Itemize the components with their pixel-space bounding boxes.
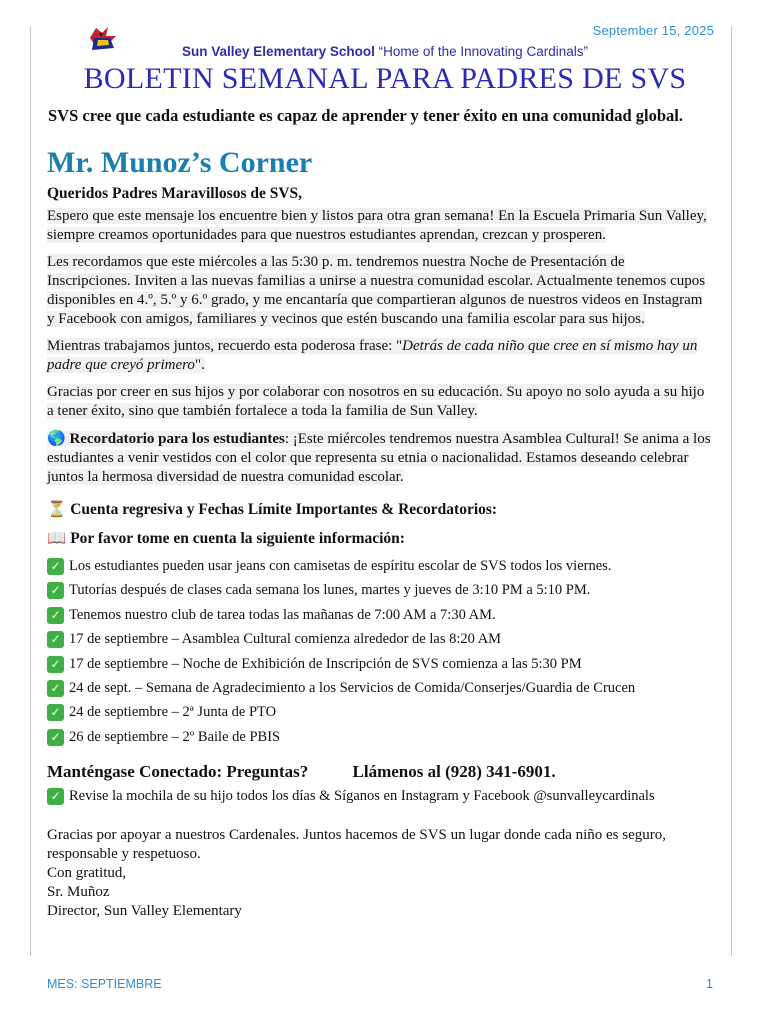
- quote-text: Detrás de cada niño que cree en sí mismo hay un padre que creyó primero: [47, 338, 698, 373]
- hourglass-icon: ⏳: [47, 500, 67, 518]
- paragraph-thanks-text: Gracias por creer en sus hijos y por colaborar con nosotros en su educación. Su apoyo no solo ayuda a su hijo a tener éxito, sino que también fortalece a toda la familia de Sun Valley.: [47, 384, 705, 419]
- greeting: Queridos Padres Maravillosos de SVS,: [47, 185, 303, 202]
- list-item: [47, 606, 712, 625]
- paragraph-reminder: [47, 429, 712, 487]
- list-item-text: 17 de septiembre – Asamblea Cultural comienza alrededor de las 8:20 AM: [69, 631, 502, 648]
- closing-block: [47, 826, 712, 921]
- contact-label: Manténgase Conectado: Preguntas?: [47, 761, 309, 781]
- list-item: [47, 728, 712, 747]
- check-icon: ✓: [47, 680, 64, 697]
- signature-title: Director, Sun Valley Elementary: [47, 902, 242, 919]
- list-item-text: Los estudiantes pueden usar jeans con camisetas de espíritu escolar de SVS todos los viernes.: [69, 558, 612, 574]
- school-header-line: [0, 44, 770, 59]
- list-item: [47, 557, 712, 576]
- newsletter-date: September 15, 2025: [592, 23, 714, 38]
- social-reminder: [47, 787, 712, 806]
- list-item: [47, 655, 712, 674]
- info-subheading-text: Por favor tome en cuenta la siguiente información:: [70, 530, 405, 547]
- list-item-text: 17 de septiembre – Noche de Exhibición de Inscripción de SVS comienza a las 5:30 PM: [69, 655, 582, 672]
- paragraph-quote: [47, 337, 712, 375]
- signature-name: Sr. Muñoz: [47, 883, 110, 900]
- closing-thanks: Gracias por apoyar a nuestros Cardenales. Juntos hacemos de SVS un lugar donde cada niño es seguro, responsable y respetuoso.: [47, 826, 666, 862]
- list-item-text: Tenemos nuestro club de tarea todas las mañanas de 7:00 AM a 7:30 AM.: [69, 606, 496, 623]
- quote-prefix: Mientras trabajamos juntos, recuerdo esta poderosa frase: ": [47, 338, 403, 354]
- paragraph-intro: [47, 207, 712, 245]
- reminder-label: Recordatorio para los estudiantes: [69, 431, 285, 447]
- mission-statement: SVS cree que cada estudiante es capaz de aprender y tener éxito en una comunidad global.: [48, 106, 683, 125]
- check-icon: ✓: [47, 631, 64, 648]
- paragraph-enrollment: [47, 253, 712, 329]
- check-icon: ✓: [47, 704, 64, 721]
- footer-month: MES: SEPTIEMBRE: [47, 977, 162, 991]
- social-reminder-text: Revise la mochila de su hijo todos los días & Síganos en Instagram y Facebook @sunvalleycardinals: [69, 787, 655, 804]
- left-margin-line: [30, 26, 31, 956]
- corner-title: Mr. Munoz’s Corner: [47, 146, 313, 179]
- list-item: [47, 630, 712, 649]
- newsletter-title: BOLETIN SEMANAL PARA PADRES DE SVS: [83, 62, 687, 95]
- reminder-list: [47, 557, 712, 747]
- globe-icon: 🌎: [47, 429, 66, 447]
- open-book-icon: 📖: [47, 529, 67, 547]
- check-icon: ✓: [47, 607, 64, 624]
- check-icon: ✓: [47, 788, 64, 805]
- school-name: Sun Valley Elementary School: [182, 44, 375, 59]
- list-item-text: 24 de septiembre – 2ª Junta de PTO: [69, 704, 277, 721]
- contact-line: [47, 761, 712, 783]
- closing-salutation: Con gratitud,: [47, 864, 127, 881]
- list-item-text: 26 de septiembre – 2º Baile de PBIS: [69, 728, 281, 745]
- reminder-text: : ¡Este miércoles tendremos nuestra Asamblea Cultural! Se anima a los estudiantes a venir vestidos con el color que representa su etnia o nacionalidad. Estamos deseando celebrar juntos la hermosa diversidad de nuestra comunidad escolar.: [47, 431, 711, 485]
- list-item: [47, 581, 712, 600]
- paragraph-intro-text: Espero que este mensaje los encuentre bien y listos para otra gran semana! En la Escuela Primaria Sun Valley, siempre creamos oportunidades para que nuestros estudiantes aprendan, crezcan y prosperen.: [47, 208, 707, 243]
- page-number: 1: [706, 977, 713, 991]
- list-item-text: Tutorías después de clases cada semana los lunes, martes y jueves de 3:10 PM a 5:10 PM.: [69, 582, 591, 599]
- quote-suffix: ".: [194, 357, 205, 373]
- deadlines-heading-text: Cuenta regresiva y Fechas Límite Importantes & Recordatorios:: [70, 501, 498, 518]
- list-item: [47, 679, 712, 698]
- paragraph-enrollment-text: Les recordamos que este miércoles a las 5:30 p. m. tendremos nuestra Noche de Presentación de Inscripciones. Inviten a las nuevas familias a unirse a nuestra comunidad escolar. Actualmente tenemos cupos disponibles en 4.º, 5.º y 6.º grado, y me encantaría que compartieran algunos de nuestros videos en Instagram y Facebook con amigos, familiares y vecinos que estén buscando una familia escolar para sus hijos.: [47, 254, 706, 327]
- info-subheading: [47, 528, 712, 549]
- newsletter-body: [47, 143, 712, 921]
- check-icon: ✓: [47, 656, 64, 673]
- deadlines-heading: [47, 499, 712, 520]
- school-tagline: “Home of the Innovating Cardinals”: [378, 44, 588, 59]
- check-icon: ✓: [47, 582, 64, 599]
- check-icon: ✓: [47, 558, 64, 575]
- check-icon: ✓: [47, 729, 64, 746]
- paragraph-thanks: [47, 383, 712, 421]
- list-item-text: 24 de sept. – Semana de Agradecimiento a los Servicios de Comida/Conserjes/Guardia de Crucen: [69, 679, 636, 696]
- list-item: [47, 703, 712, 722]
- phone-number: Llámenos al (928) 341-6901.: [352, 761, 556, 781]
- right-margin-line: [731, 26, 732, 956]
